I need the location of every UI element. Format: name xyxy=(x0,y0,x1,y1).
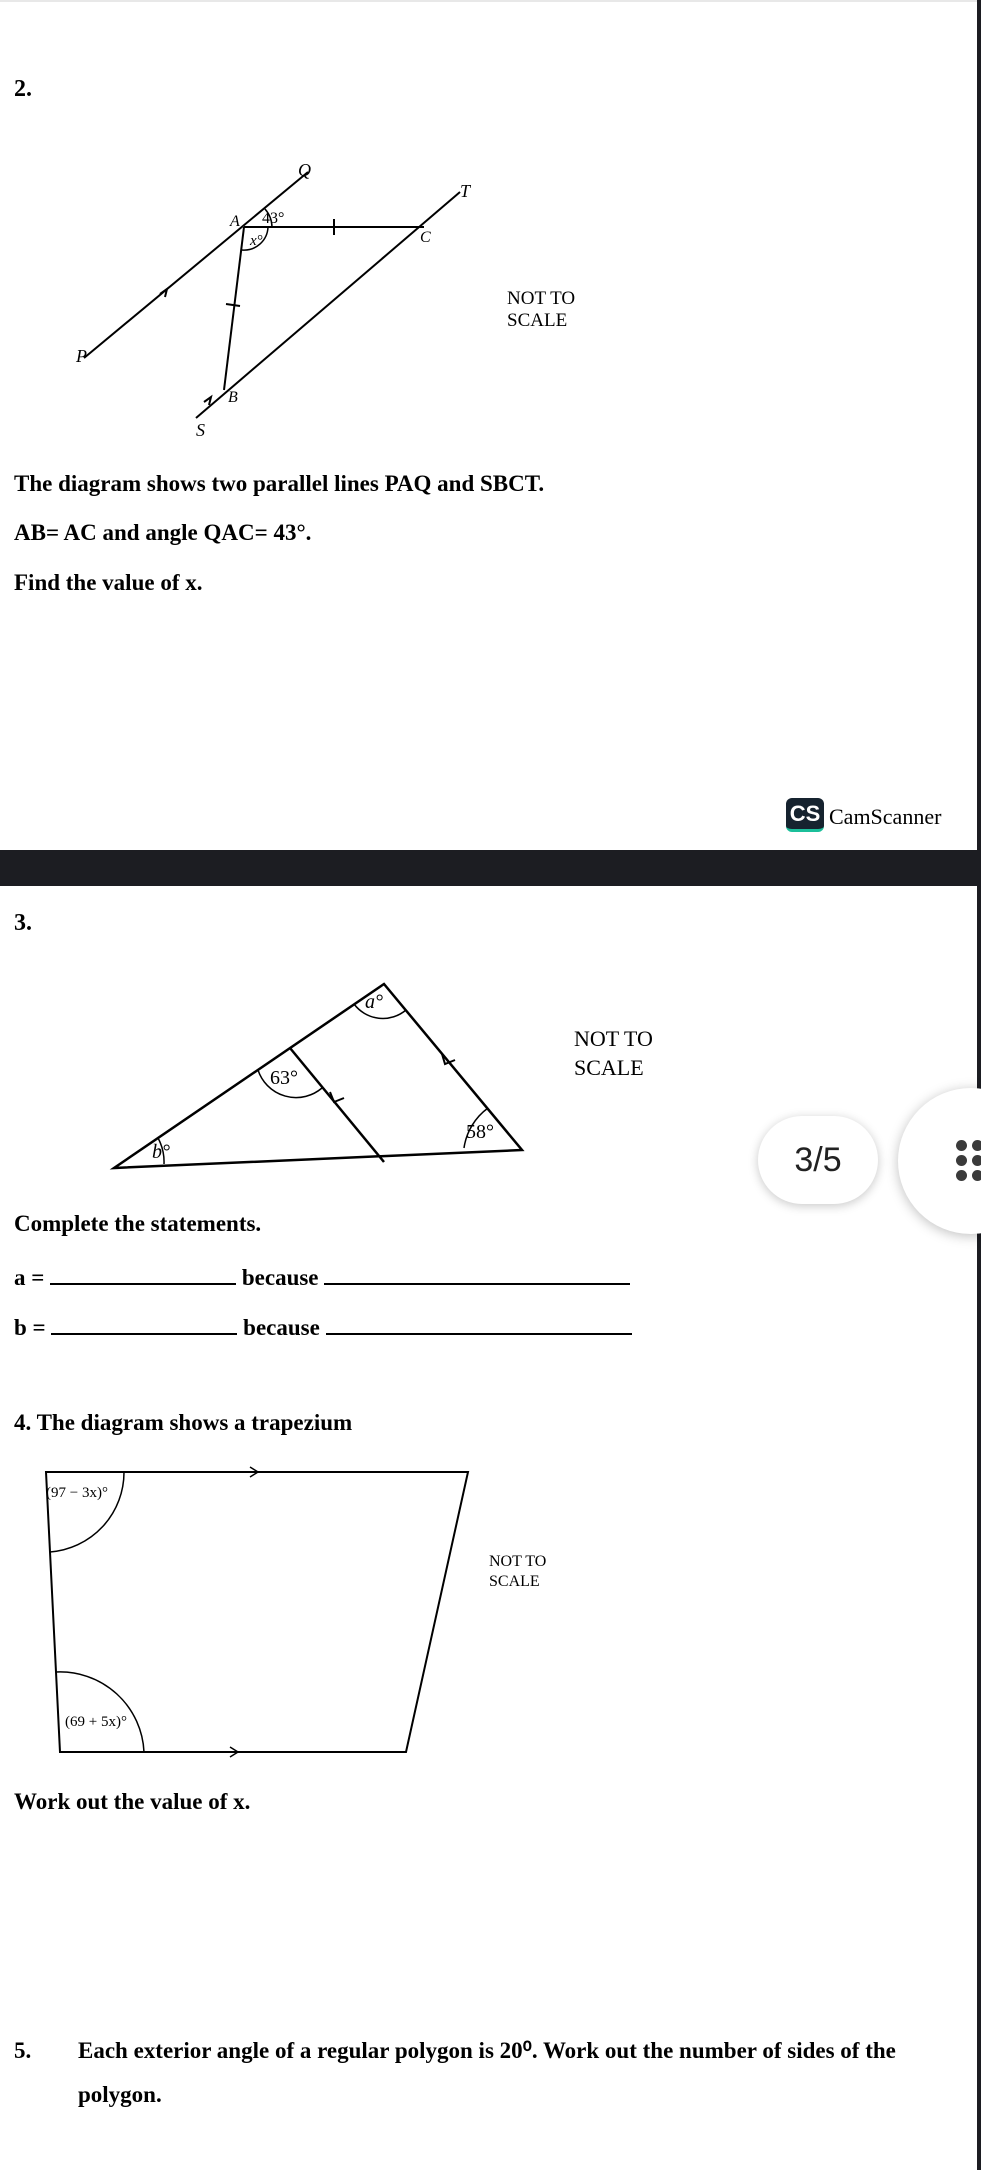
q5-text-2: polygon. xyxy=(78,2082,162,2107)
label-c: C xyxy=(420,229,431,246)
q3-not-to-scale xyxy=(574,1024,653,1082)
trapezium-diagram xyxy=(40,1466,480,1766)
triangle-outline xyxy=(114,984,522,1168)
page-divider xyxy=(0,850,981,886)
label-b-angle: b° xyxy=(152,1141,170,1163)
reason-blank-a[interactable] xyxy=(324,1261,630,1285)
stmt-b-lhs: b = xyxy=(14,1315,46,1340)
label-63: 63° xyxy=(270,1067,298,1089)
parallel-arrow-2 xyxy=(204,397,211,405)
not-to-scale-line2: SCALE xyxy=(507,310,568,331)
label-q: Q xyxy=(298,160,311,180)
tick-ab xyxy=(226,304,240,306)
label-top-angle: (97 − 3x)° xyxy=(46,1485,108,1501)
triangle-diagram xyxy=(100,976,540,1186)
stmt-a-lhs: a = xyxy=(14,1265,45,1290)
not-to-scale-line1: NOT TO xyxy=(507,288,576,309)
label-bottom-angle: (69 + 5x)° xyxy=(65,1714,127,1730)
label-a: A xyxy=(230,213,240,230)
document-page-2 xyxy=(0,2,977,850)
page-indicator[interactable]: 3/5 xyxy=(758,1116,878,1204)
line-paq xyxy=(84,172,308,358)
label-a-angle: a° xyxy=(365,991,383,1013)
label-58: 58° xyxy=(466,1121,494,1143)
q4-not-to-scale xyxy=(489,1552,546,1592)
label-b: B xyxy=(228,389,238,406)
question-5-number: 5. xyxy=(14,2038,32,2063)
trapezium-outline xyxy=(46,1472,468,1752)
parallel-line-inner xyxy=(290,1048,384,1162)
reason-blank-b[interactable] xyxy=(326,1311,632,1335)
q2-text-2: AB= AC and angle QAC= 43°. xyxy=(14,520,312,545)
stmt-b-because: because xyxy=(243,1315,320,1340)
not-to-scale-line1: NOT TO xyxy=(574,1026,653,1051)
answer-blank-b[interactable] xyxy=(51,1311,237,1335)
segment-ab xyxy=(224,227,244,390)
parallel-lines-diagram xyxy=(60,152,500,452)
camscanner-logo: CS xyxy=(786,798,824,832)
right-edge xyxy=(977,0,981,2170)
q2-not-to-scale xyxy=(507,288,575,332)
angle-arc-bottom xyxy=(56,1672,144,1752)
document-page-3 xyxy=(0,886,977,2170)
q3-instruction: Complete the statements. xyxy=(14,1211,262,1236)
q3-statement-a xyxy=(14,1261,630,1291)
q2-text-1: The diagram shows two parallel lines PAQ and SBCT. xyxy=(14,471,545,496)
label-p: P xyxy=(76,346,87,366)
q3-statement-b xyxy=(14,1311,632,1341)
label-angle-43: 43° xyxy=(262,210,285,227)
angle-arc-top xyxy=(50,1472,124,1552)
question-2-number: 2. xyxy=(14,76,32,102)
camscanner-watermark: CamScanner xyxy=(829,804,942,829)
question-3-number: 3. xyxy=(14,910,32,936)
label-t: T xyxy=(460,181,471,201)
q4-heading: 4. The diagram shows a trapezium xyxy=(14,1410,353,1435)
q5-text-1: Each exterior angle of a regular polygon is 20⁰. Work out the number of sides of the xyxy=(78,2038,896,2063)
not-to-scale-line2: SCALE xyxy=(489,1573,540,1590)
stmt-a-because: because xyxy=(241,1265,319,1290)
not-to-scale-line1: NOT TO xyxy=(489,1553,547,1570)
label-angle-x: x° xyxy=(250,233,263,249)
q4-instruction: Work out the value of x. xyxy=(14,1789,251,1814)
answer-blank-a[interactable] xyxy=(50,1261,236,1285)
label-s: S xyxy=(196,420,205,440)
q2-text-3: Find the value of x. xyxy=(14,570,203,595)
not-to-scale-line2: SCALE xyxy=(574,1055,644,1080)
